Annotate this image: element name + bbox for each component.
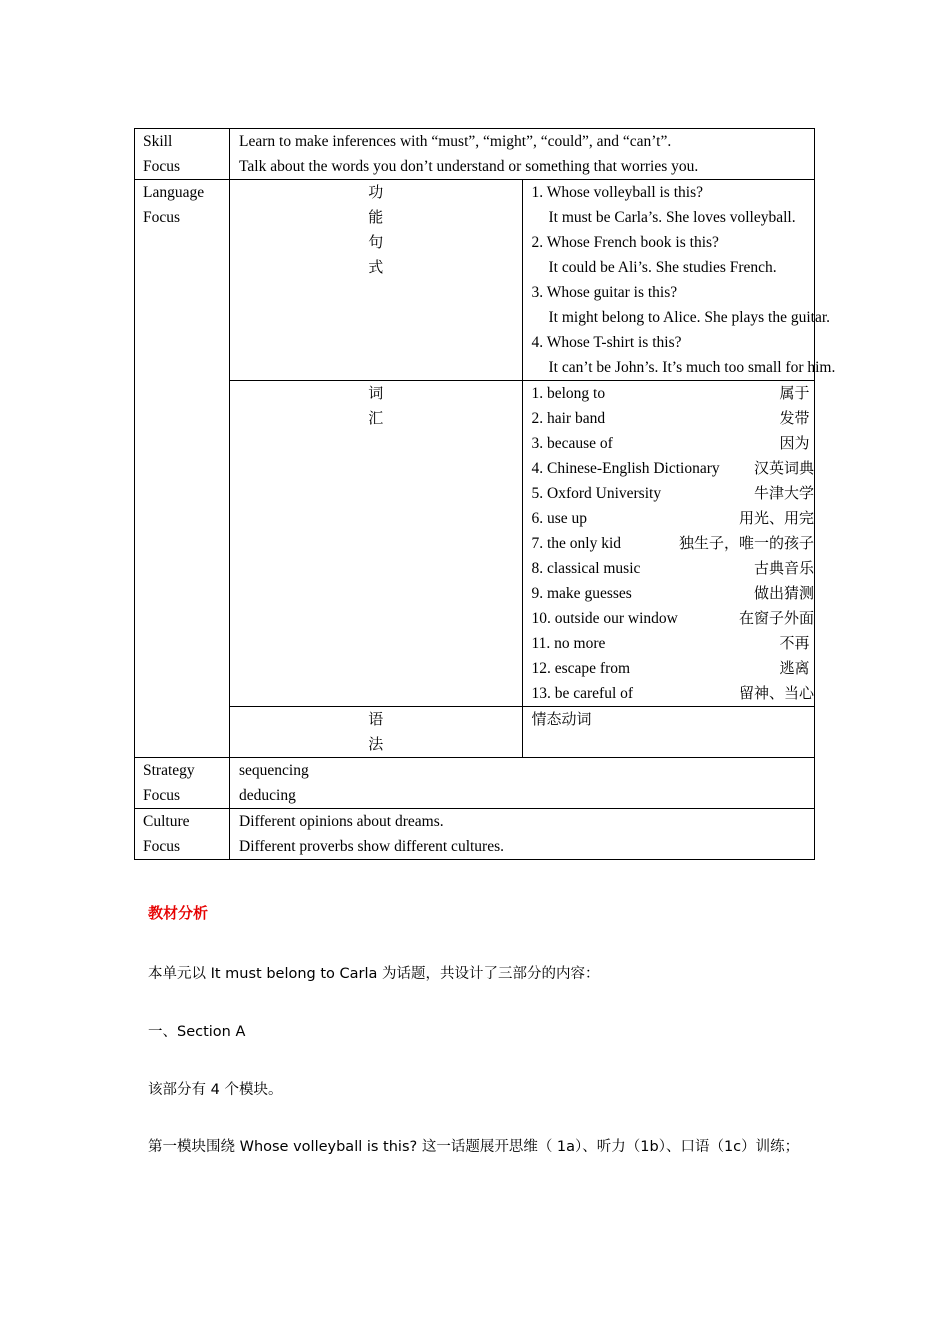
vocab-item	[532, 531, 815, 556]
modules-paragraph: 该部分有 4 个模块。	[148, 1082, 283, 1098]
vocab-item	[532, 431, 815, 456]
vocab-item	[532, 506, 815, 531]
vocab-english: 7. the only kid	[531, 535, 622, 552]
row-label-line: Focus	[143, 158, 181, 175]
vocab-english: 5. Oxford University	[531, 485, 662, 502]
row-label-line: Skill	[143, 133, 173, 150]
sublabel-char: 式	[368, 258, 384, 276]
vocab-item	[532, 406, 815, 431]
function-question: 2. Whose French book is this?	[531, 234, 719, 251]
vocab-item	[532, 381, 815, 406]
row-label-line: Focus	[143, 787, 181, 804]
row-label-line: Focus	[143, 209, 181, 226]
culture-focus-content	[230, 809, 815, 860]
function-answer: It can’t be John’s. It’s much too small for him.	[548, 359, 836, 376]
lesson-focus-table	[134, 128, 836, 860]
functions-sublabel	[230, 180, 523, 381]
vocab-english: 2. hair band	[531, 410, 606, 427]
module1-paragraph: 第一模块围绕 Whose volleyball is this? 这一话题展开思维（ 1a）、听力（1b）、口语（1c）训练；	[148, 1139, 800, 1155]
vocab-item	[532, 456, 815, 481]
vocab-english: 3. because of	[531, 435, 613, 452]
vocab-chinese: 用光、用完	[738, 509, 814, 527]
vocab-english: 6. use up	[531, 510, 588, 527]
skill-line: Talk about the words you don’t understand or something that worries you.	[239, 158, 699, 175]
language-vocab-row	[135, 381, 815, 707]
vocab-item	[532, 631, 815, 656]
vocab-chinese: 属于	[779, 384, 810, 402]
function-answer: It might belong to Alice. She plays the guitar.	[548, 309, 831, 326]
skill-focus-label	[135, 129, 230, 180]
grammar-sublabel	[230, 707, 523, 758]
vocab-chinese: 汉英词典	[753, 459, 814, 477]
vocab-english: 9. make guesses	[531, 585, 632, 602]
sublabel-char: 能	[368, 208, 384, 226]
function-answer: It must be Carla’s. She loves volleyball.	[548, 209, 796, 226]
intro-paragraph: 本单元以 It must belong to Carla 为话题，共设计了三部分的内容：	[148, 966, 600, 982]
row-label-line: Language	[143, 184, 205, 201]
vocab-english: 13. be careful of	[531, 685, 634, 702]
language-focus-label	[135, 180, 230, 758]
vocab-chinese: 留神、当心	[738, 684, 814, 702]
vocab-english: 4. Chinese-English Dictionary	[531, 460, 720, 477]
function-answer: It could be Ali’s. She studies French.	[548, 259, 777, 276]
row-label-line: Strategy	[143, 762, 195, 779]
row-label-line: Culture	[143, 813, 190, 830]
strategy-line: sequencing	[239, 762, 309, 779]
sublabel-char: 功	[368, 183, 384, 201]
vocab-item	[532, 556, 815, 581]
vocab-english: 1. belong to	[531, 385, 606, 402]
row-label-line: Focus	[143, 838, 181, 855]
sublabel-char: 法	[368, 735, 384, 753]
strategy-focus-row	[135, 758, 815, 809]
sublabel-char: 语	[368, 710, 384, 728]
function-question: 3. Whose guitar is this?	[531, 284, 678, 301]
strategy-focus-label	[135, 758, 230, 809]
vocab-item	[532, 606, 815, 631]
strategy-focus-content	[230, 758, 815, 809]
skill-line: Learn to make inferences with “must”, “might”, “could”, and “can’t”.	[239, 133, 672, 150]
vocab-english: 12. escape from	[531, 660, 631, 677]
vocab-english: 11. no more	[531, 635, 606, 652]
culture-line: Different proverbs show different cultures.	[239, 838, 504, 855]
vocab-content	[522, 381, 815, 707]
section-heading: 教材分析	[148, 904, 209, 922]
section-title: 一、Section A	[148, 1024, 246, 1040]
vocab-chinese: 做出猜测	[753, 584, 814, 602]
skill-focus-row	[135, 129, 815, 180]
vocab-chinese: 牛津大学	[753, 484, 814, 502]
vocab-chinese: 在窗子外面	[738, 609, 814, 627]
vocab-chinese: 发带	[779, 409, 810, 427]
vocab-english: 10. outside our window	[531, 610, 678, 627]
culture-focus-row	[135, 809, 815, 860]
culture-focus-label	[135, 809, 230, 860]
vocab-chinese: 不再	[779, 634, 810, 652]
skill-focus-content	[230, 129, 815, 180]
vocab-chinese: 古典音乐	[753, 559, 814, 577]
functions-content	[522, 180, 836, 381]
sublabel-char: 句	[368, 233, 384, 251]
vocab-item	[532, 581, 815, 606]
vocab-chinese: 因为	[779, 434, 810, 452]
function-question: 4. Whose T-shirt is this?	[531, 334, 682, 351]
grammar-content	[522, 707, 815, 758]
vocab-chinese: 逃离	[779, 659, 810, 677]
culture-line: Different opinions about dreams.	[239, 813, 444, 830]
vocab-item	[532, 481, 815, 506]
sublabel-char: 词	[368, 384, 384, 402]
language-grammar-row	[135, 707, 815, 758]
sublabel-char: 汇	[368, 409, 384, 427]
vocab-chinese: 独生子，唯一的孩子	[678, 534, 814, 552]
vocab-item	[532, 656, 815, 681]
language-functions-row	[135, 180, 815, 381]
vocab-item	[532, 681, 815, 706]
vocab-english: 8. classical music	[531, 560, 641, 577]
grammar-text: 情态动词	[531, 710, 592, 728]
strategy-line: deducing	[239, 787, 296, 804]
vocab-sublabel	[230, 381, 523, 707]
function-question: 1. Whose volleyball is this?	[531, 184, 703, 201]
